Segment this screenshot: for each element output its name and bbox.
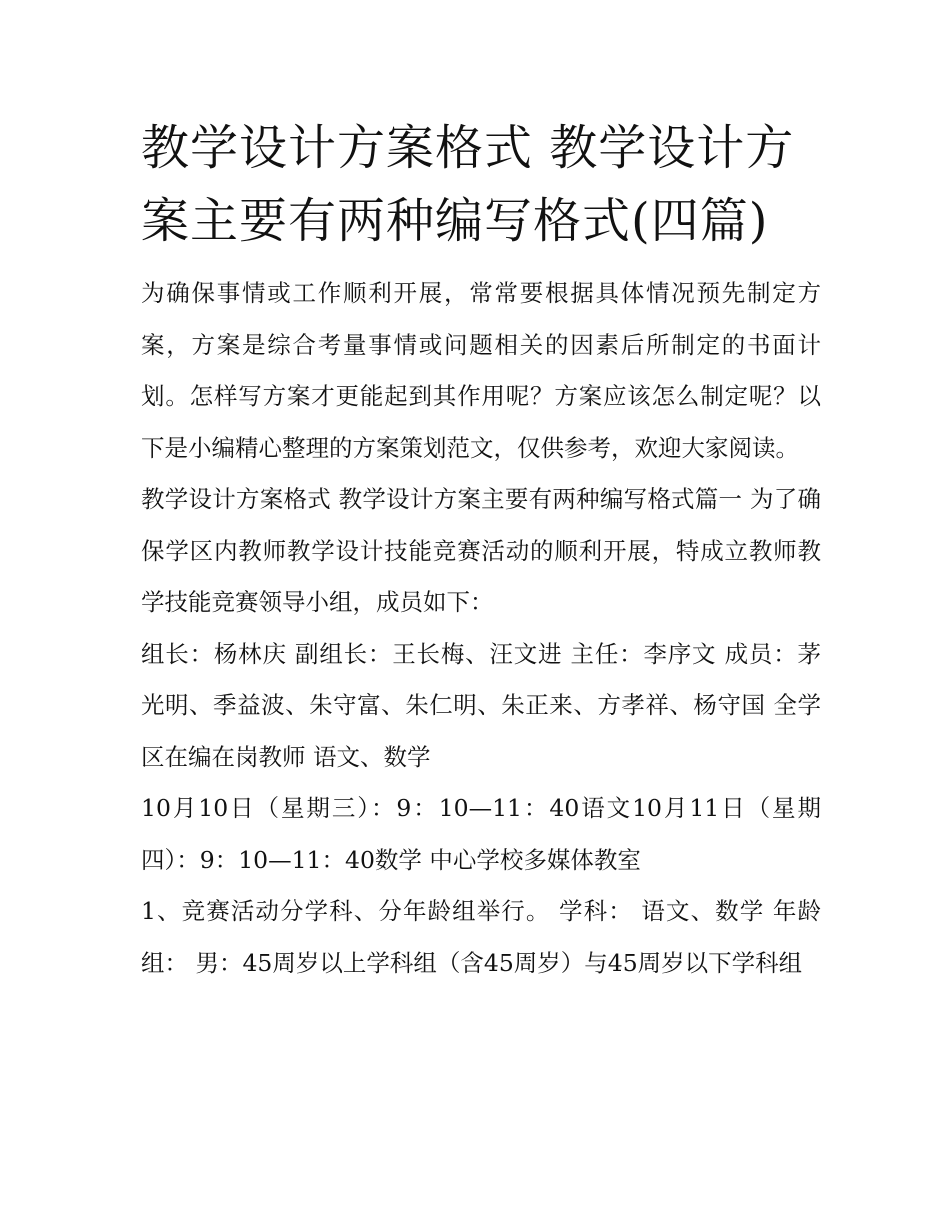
document-body	[141, 112, 821, 989]
paragraph-section-one: 教学设计方案格式 教学设计方案主要有两种编写格式篇一 为了确保学区内教师教学设计技能竞赛活动的顺利开展，特成立教师教学技能竞赛领导小组，成员如下：	[141, 485, 821, 616]
paragraph-members: 组长：杨林庆 副组长：王长梅、汪文进 主任：李序文 成员：茅光明、季益波、朱守富、朱仁明、朱正来、方孝祥、杨守国 全学区在编在岗教师 语文、数学	[141, 639, 821, 771]
paragraph-intro: 为确保事情或工作顺利开展，常常要根据具体情况预先制定方案，方案是综合考量事情或问题相关的因素后所制定的书面计划。怎样写方案才更能起到其作用呢？方案应该怎么制定呢？以下是小编精心整理的方案策划范文，仅供参考，欢迎大家阅读。	[141, 279, 821, 462]
document-title: 教学设计方案格式 教学设计方案主要有两种编写格式(四篇)	[141, 120, 795, 249]
paragraph-schedule: 10月10日（星期三）：9：10—11：40语文10月11日（星期四）：9：10—11：40数学 中心学校多媒体教室	[141, 794, 821, 874]
paragraph-rules: 1、竞赛活动分学科、分年龄组举行。 学科： 语文、数学 年龄组： 男：45周岁以上学科组（含45周岁）与45周岁以下学科组	[141, 897, 821, 977]
